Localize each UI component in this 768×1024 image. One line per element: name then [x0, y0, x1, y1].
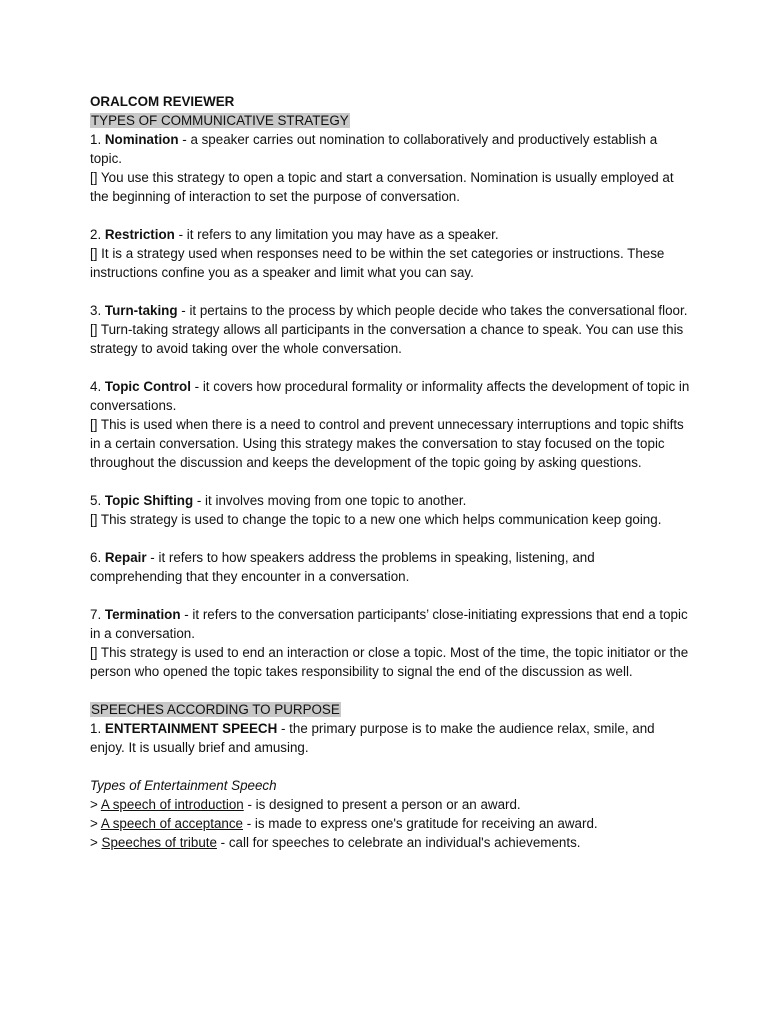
- strategy-definition: [90, 130, 690, 168]
- strategy-term: Topic Control: [104, 379, 191, 394]
- document-title: ORALCOM REVIEWER: [90, 94, 235, 109]
- speech-term: ENTERTAINMENT SPEECH: [104, 721, 278, 736]
- strategy-term: Turn-taking: [104, 303, 178, 318]
- strategy-definition: [90, 605, 690, 643]
- text-fragment: - the primary purpose is to make the audience relax, smile, and enjoy. It is usually brief and amusing.: [90, 721, 655, 755]
- text-fragment: - it covers how procedural formality or informality affects the development of topic in conversations.: [90, 379, 690, 413]
- text-fragment: 7.: [90, 607, 105, 622]
- strategy-term: Termination: [104, 607, 181, 622]
- underlined-term: Speeches of tribute: [101, 835, 217, 850]
- strategy-definition: [90, 548, 690, 586]
- strategy-item-restriction: [90, 225, 690, 282]
- underlined-term: A speech of acceptance: [100, 816, 244, 831]
- strategy-definition: [90, 491, 690, 510]
- text-fragment: 2.: [90, 227, 105, 242]
- strategy-note: [] This strategy is used to end an interaction or close a topic. Most of the time, the topic initiator or the person who opened the topic takes responsibility to signal the end of the discussion as well.: [90, 645, 689, 679]
- section-heading-speeches-purpose: [90, 700, 690, 719]
- text-fragment: - it pertains to the process by which people decide who takes the conversational floor.: [177, 303, 688, 318]
- strategy-term: Restriction: [104, 227, 175, 242]
- strategy-note: [] This strategy is used to change the topic to a new one which helps communication keep going.: [90, 512, 662, 527]
- types-subheading: Types of Entertainment Speech: [90, 778, 277, 793]
- text-fragment: - call for speeches to celebrate an individual's achievements.: [216, 835, 581, 850]
- strategy-note: [] It is a strategy used when responses need to be within the set categories or instructions. These instructions confine you as a speaker and limit what you can say.: [90, 246, 665, 280]
- underlined-term: A speech of introduction: [100, 797, 244, 812]
- strategy-term: Topic Shifting: [104, 493, 194, 508]
- list-item: [90, 795, 690, 814]
- text-fragment: >: [90, 797, 101, 812]
- text-fragment: - is designed to present a person or an award.: [243, 797, 521, 812]
- strategy-definition: [90, 377, 690, 415]
- text-fragment: 3.: [90, 303, 105, 318]
- strategy-note: [] This is used when there is a need to control and prevent unnecessary interruptions and topic shifts in a certain conversation. Using this strategy makes the conversation to stay focused on the topic throughout the discussion and keeps the development of the topic going by asking questions.: [90, 417, 684, 470]
- section-heading-communicative-strategy: [90, 111, 690, 130]
- text-fragment: - is made to express one's gratitude for receiving an award.: [243, 816, 598, 831]
- text-fragment: - it refers to any limitation you may have as a speaker.: [174, 227, 499, 242]
- text-fragment: 6.: [90, 550, 105, 565]
- text-fragment: >: [90, 816, 101, 831]
- strategy-note: [] You use this strategy to open a topic and start a conversation. Nomination is usually employed at the beginning of interaction to set the purpose of conversation.: [90, 170, 674, 204]
- strategy-item-termination: [90, 605, 690, 681]
- text-fragment: >: [90, 835, 102, 850]
- strategy-term: Repair: [104, 550, 147, 565]
- text-fragment: - it refers to the conversation participants’ close-initiating expressions that end a topic in a conversation.: [90, 607, 688, 641]
- strategy-item-topic-control: [90, 377, 690, 472]
- strategy-note: [] Turn-taking strategy allows all participants in the conversation a chance to speak. You can use this strategy to avoid taking over the whole conversation.: [90, 322, 684, 356]
- strategy-term: Nomination: [104, 132, 179, 147]
- text-fragment: - a speaker carries out nomination to collaboratively and productively establish a topic.: [90, 132, 658, 166]
- list-item: [90, 814, 690, 833]
- highlighted-heading: SPEECHES ACCORDING TO PURPOSE: [91, 702, 340, 717]
- list-item: [90, 833, 690, 852]
- text-fragment: 1.: [90, 721, 105, 736]
- strategy-item-topic-shifting: [90, 491, 690, 529]
- strategy-definition: [90, 301, 690, 320]
- strategy-item-nomination: [90, 130, 690, 206]
- highlighted-heading: TYPES OF COMMUNICATIVE STRATEGY: [91, 113, 349, 128]
- text-fragment: 4.: [90, 379, 105, 394]
- document-page: [90, 92, 690, 852]
- text-fragment: - it involves moving from one topic to another.: [193, 493, 467, 508]
- text-fragment: 1.: [90, 132, 105, 147]
- text-fragment: 5.: [90, 493, 105, 508]
- speech-type-entertainment: [90, 719, 690, 757]
- strategy-definition: [90, 225, 690, 244]
- strategy-item-repair: [90, 548, 690, 586]
- text-fragment: - it refers to how speakers address the problems in speaking, listening, and comprehending that they encounter in a conversation.: [90, 550, 595, 584]
- strategy-item-turn-taking: [90, 301, 690, 358]
